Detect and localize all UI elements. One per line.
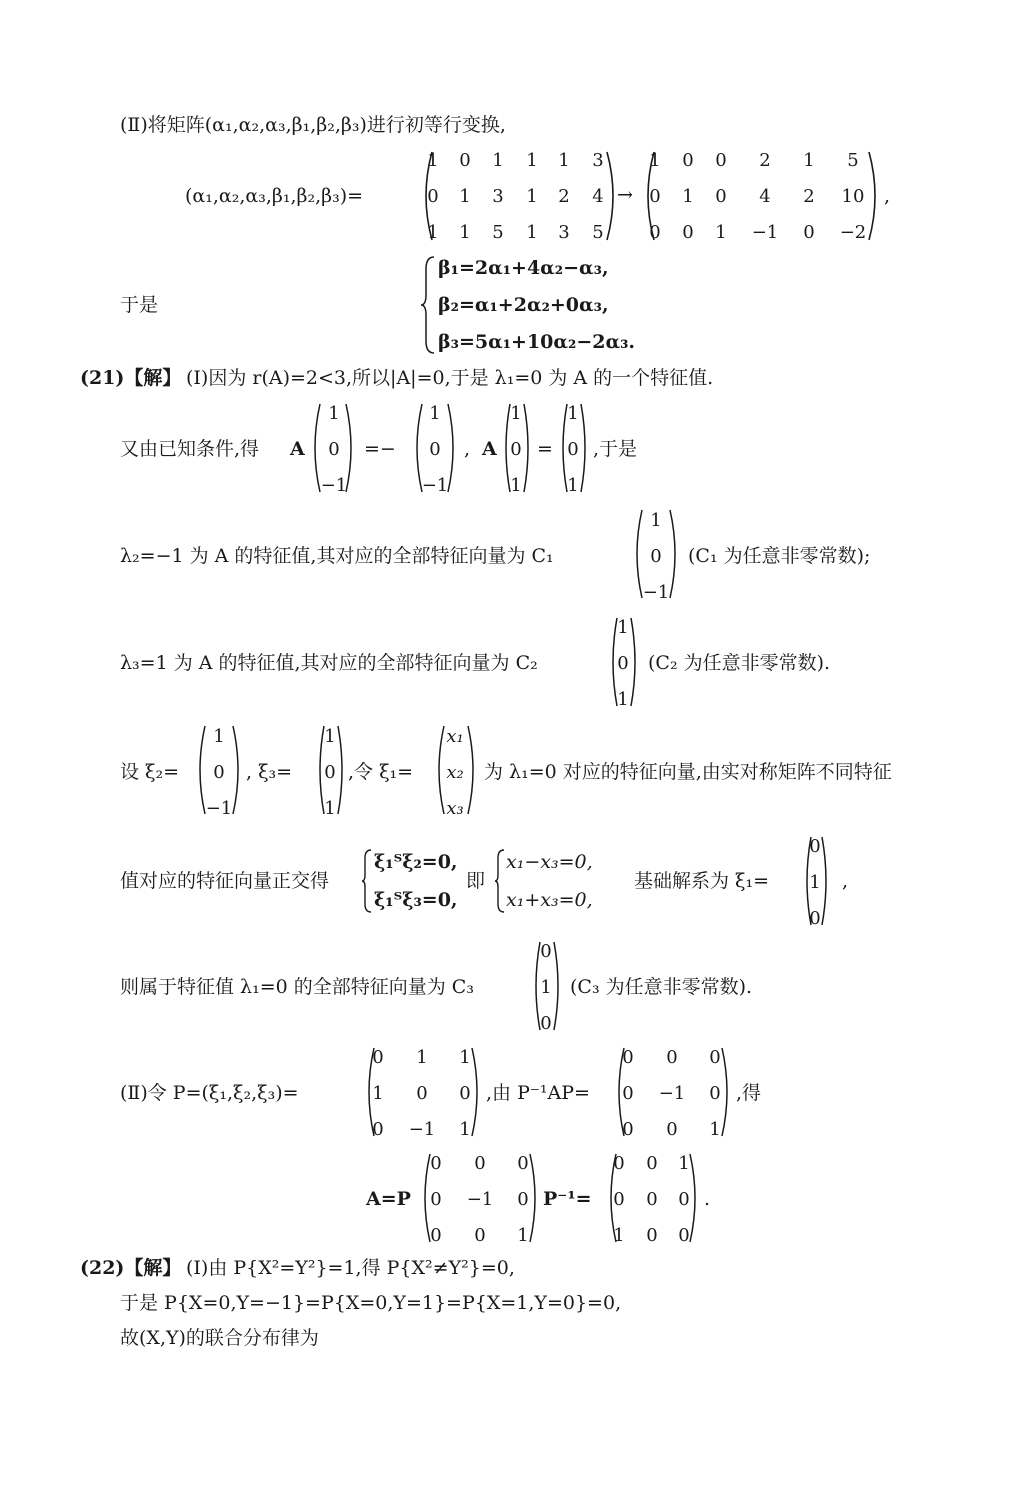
matrix-cell: 5 [847, 150, 859, 171]
right-paren-icon [668, 508, 682, 600]
lambda3-text: λ₃=1 为 A 的特征值,其对应的全部特征向量为 C₂ [120, 652, 538, 674]
right-paren-icon [470, 1046, 484, 1138]
xi2-label: 设 ξ₂= [120, 761, 180, 783]
matrix-cell: 0 [666, 1119, 678, 1140]
vector-cell: −1 [320, 475, 348, 496]
vector-cell: 1 [324, 798, 336, 819]
matrix-cell: −1 [658, 1083, 686, 1104]
beta-eq-1: β₁=2α₁+4α₂−α₃, [438, 257, 609, 279]
right-paren-icon [720, 1046, 734, 1138]
vector-cell: 1 [429, 403, 441, 424]
right-paren-icon [820, 835, 832, 927]
q21-label: (21)【解】 [80, 367, 182, 389]
matrix-cell: 0 [646, 1189, 658, 1210]
lambda3-note: (C₂ 为任意非零常数). [648, 652, 831, 674]
orth-eq-2: ξ₁ᵀξ₃=0, [374, 889, 458, 911]
orth-text: 值对应的特征向量正交得 [120, 870, 330, 892]
diagonal-matrix [622, 1047, 721, 1140]
matrix-cell: 1 [416, 1047, 428, 1068]
right-paren-icon [231, 724, 245, 816]
q21-line1: (Ⅰ)因为 r(A)=2<3,所以|A|=0,于是 λ₁=0 为 A 的一个特征值. [186, 367, 714, 389]
xi-tail: 为 λ₁=0 对应的特征向量,由实对称矩阵不同特征 [484, 761, 892, 783]
vector-cell: 1 [567, 475, 579, 496]
matrix-cell: 3 [558, 222, 570, 243]
matrix-cell: 5 [592, 222, 604, 243]
right-paren-icon [446, 402, 460, 494]
p-mid: ,由 P⁻¹AP= [486, 1082, 590, 1104]
vector-cell: 1 [617, 617, 629, 638]
matrix-cell: 0 [427, 186, 439, 207]
matrix-a [427, 150, 613, 243]
matrix-cell: 0 [646, 1225, 658, 1246]
vector-cell: 0 [540, 1013, 552, 1034]
matrix-cell: 1 [803, 150, 815, 171]
vector-cell: −1 [421, 475, 449, 496]
matrix-cell: 0 [430, 1153, 442, 1174]
vector-cell: x₂ [446, 762, 464, 783]
matrix-cell: −1 [408, 1119, 436, 1140]
vector-cell: 0 [809, 908, 821, 929]
left-brace-icon [420, 255, 436, 355]
lambda1-text: 则属于特征值 λ₁=0 的全部特征向量为 C₃ [120, 976, 474, 998]
basis-text: 基础解系为 ξ₁= [634, 870, 770, 892]
right-paren-icon [466, 724, 480, 816]
matrix-cell: 0 [622, 1047, 634, 1068]
comma: , [464, 438, 471, 460]
matrix-cell: 0 [646, 1153, 658, 1174]
lambda2-text: λ₂=−1 为 A 的特征值,其对应的全部特征向量为 C₁ [120, 545, 554, 567]
diagonal-matrix [430, 1153, 529, 1246]
xi1-label: ,令 ξ₁= [348, 761, 414, 783]
matrix-cell: 0 [803, 222, 815, 243]
matrix-cell: 1 [682, 186, 694, 207]
matrix-cell: 1 [526, 222, 538, 243]
matrix-cell: 4 [759, 186, 771, 207]
p-matrix [372, 1047, 471, 1140]
matrix-a-symbol: A [482, 438, 497, 460]
matrix-comma: , [884, 185, 891, 207]
p-inverse-eq: P⁻¹= [543, 1188, 592, 1210]
matrix-cell: 1 [372, 1083, 384, 1104]
matrix-cell: 0 [709, 1047, 721, 1068]
matrix-cell: 0 [622, 1119, 634, 1140]
vector-cell: 0 [324, 762, 336, 783]
matrix-cell: 4 [592, 186, 604, 207]
vector-cell: x₃ [446, 798, 464, 819]
matrix-cell: −1 [466, 1189, 494, 1210]
a-eq: A=P [366, 1188, 411, 1210]
vector-cell: 0 [617, 653, 629, 674]
matrix-cell: 0 [430, 1189, 442, 1210]
matrix-cell: 1 [517, 1225, 529, 1246]
matrix-cell: 0 [678, 1225, 690, 1246]
q22-line1: (Ⅰ)由 P{X²=Y²}=1,得 P{X²≠Y²}=0, [186, 1257, 515, 1279]
matrix-cell: 1 [427, 150, 439, 171]
basis-tail: , [842, 870, 849, 892]
matrix-cell: 2 [558, 186, 570, 207]
right-paren-icon [344, 402, 358, 494]
matrix-cell: 0 [649, 186, 661, 207]
matrix-cell: 0 [613, 1189, 625, 1210]
matrix-cell: 0 [372, 1047, 384, 1068]
vector-cell: 1 [213, 726, 225, 747]
a-result-matrix [613, 1153, 690, 1246]
matrix-cell: 0 [622, 1083, 634, 1104]
matrix-cell: 1 [558, 150, 570, 171]
matrix-cell: 1 [427, 222, 439, 243]
matrix-cell: 1 [649, 150, 661, 171]
matrix-cell: 0 [517, 1189, 529, 1210]
matrix-cell: 0 [678, 1189, 690, 1210]
vector-cell: 0 [567, 439, 579, 460]
vector-cell: 0 [809, 836, 821, 857]
matrix-cell: 0 [517, 1153, 529, 1174]
sys-eq-1: x₁−x₃=0, [506, 851, 593, 873]
matrix-cell: 2 [759, 150, 771, 171]
matrix-a-symbol: A [290, 438, 305, 460]
vector-cell: 1 [540, 977, 552, 998]
matrix-cell: 0 [474, 1153, 486, 1174]
vector-cell: 0 [328, 439, 340, 460]
matrix-cell: 1 [459, 1047, 471, 1068]
right-paren-icon [522, 402, 534, 494]
matrix-cell: 0 [682, 150, 694, 171]
lambda2-note: (C₁ 为任意非零常数); [688, 545, 871, 567]
vector-cell: 0 [510, 439, 522, 460]
vector-cell: 0 [540, 941, 552, 962]
right-paren-icon [866, 150, 884, 242]
left-paren-icon [432, 724, 446, 816]
right-paren-icon [688, 1152, 702, 1244]
matrix-cell: 1 [459, 186, 471, 207]
right-paren-icon [579, 402, 591, 494]
matrix-cell: 1 [459, 1119, 471, 1140]
matrix-cell: 1 [715, 222, 727, 243]
matrix-cell: 0 [416, 1083, 428, 1104]
p-text: (Ⅱ)令 P=(ξ₁,ξ₂,ξ₃)= [120, 1082, 299, 1104]
matrix-cell: 0 [682, 222, 694, 243]
lambda1-note: (C₃ 为任意非零常数). [570, 976, 753, 998]
beta-eq-3: β₃=5α₁+10α₂−2α₃. [438, 331, 636, 353]
matrix-cell: 1 [526, 150, 538, 171]
vector-cell: 1 [324, 726, 336, 747]
right-paren-icon [336, 724, 348, 816]
matrix-cell: 0 [613, 1153, 625, 1174]
xi3-label: , ξ₃= [246, 761, 293, 783]
matrix-cell: 1 [459, 222, 471, 243]
matrix-cell: 3 [492, 186, 504, 207]
matrix-cell: 1 [613, 1225, 625, 1246]
beta-eq-2: β₂=α₁+2α₂+0α₃, [438, 294, 609, 316]
left-brace-icon [494, 848, 506, 914]
vector-cell: 1 [650, 510, 662, 531]
a-end: . [704, 1188, 711, 1210]
vector-cell: 1 [510, 403, 522, 424]
matrix-cell: 1 [492, 150, 504, 171]
vector-cell: 1 [617, 689, 629, 710]
q21-line2-prefix: 又由已知条件,得 [120, 438, 260, 460]
vector-cell: 1 [328, 403, 340, 424]
arrow: → [617, 184, 633, 206]
vector-cell: −1 [642, 582, 670, 603]
part2-intro: (Ⅱ)将矩阵(α₁,α₂,α₃,β₁,β₂,β₃)进行初等行变换, [120, 114, 506, 136]
vector-cell: −1 [205, 798, 233, 819]
matrix-cell: 0 [372, 1119, 384, 1140]
right-paren-icon [552, 940, 564, 1032]
equals: = [537, 438, 553, 460]
yushi-label: 于是 [120, 294, 159, 316]
matrix-cell: −1 [751, 222, 779, 243]
q21-line2-suffix: ,于是 [593, 438, 638, 460]
vector-cell: 1 [809, 872, 821, 893]
sys-eq-2: x₁+x₃=0, [506, 889, 593, 911]
right-paren-icon [629, 616, 641, 708]
q22-line3: 故(X,Y)的联合分布律为 [120, 1327, 319, 1349]
vector-cell: 1 [567, 403, 579, 424]
matrix-cell: 0 [715, 186, 727, 207]
ji-label: 即 [466, 870, 486, 892]
matrix-cell: 3 [592, 150, 604, 171]
matrix-cell: 2 [803, 186, 815, 207]
matrix-cell: 0 [715, 150, 727, 171]
p-tail: ,得 [736, 1082, 762, 1104]
right-paren-icon [528, 1152, 542, 1244]
matrix-cell: −2 [839, 222, 867, 243]
matrix-b [649, 150, 867, 243]
matrix-cell: 5 [492, 222, 504, 243]
vector-cell: 0 [429, 439, 441, 460]
matrix-cell: 10 [841, 186, 865, 207]
q22-line2: 于是 P{X=0,Y=−1}=P{X=0,Y=1}=P{X=1,Y=0}=0, [120, 1292, 622, 1314]
matrix-lhs: (α₁,α₂,α₃,β₁,β₂,β₃)= [185, 185, 364, 207]
matrix-cell: 0 [709, 1083, 721, 1104]
matrix-cell: 1 [709, 1119, 721, 1140]
matrix-cell: 0 [649, 222, 661, 243]
vector-cell: 1 [510, 475, 522, 496]
matrix-cell: 0 [430, 1225, 442, 1246]
matrix-cell: 1 [678, 1153, 690, 1174]
equals-minus: =− [364, 438, 396, 460]
orth-eq-1: ξ₁ᵀξ₂=0, [374, 851, 458, 873]
matrix-cell: 0 [459, 1083, 471, 1104]
matrix-cell: 0 [474, 1225, 486, 1246]
vector-cell: x₁ [446, 726, 464, 747]
matrix-cell: 1 [526, 186, 538, 207]
matrix-cell: 0 [459, 150, 471, 171]
vector-cell: 0 [213, 762, 225, 783]
q22-label: (22)【解】 [80, 1257, 182, 1279]
vector-cell: 0 [650, 546, 662, 567]
left-brace-icon [361, 848, 373, 914]
matrix-cell: 0 [666, 1047, 678, 1068]
